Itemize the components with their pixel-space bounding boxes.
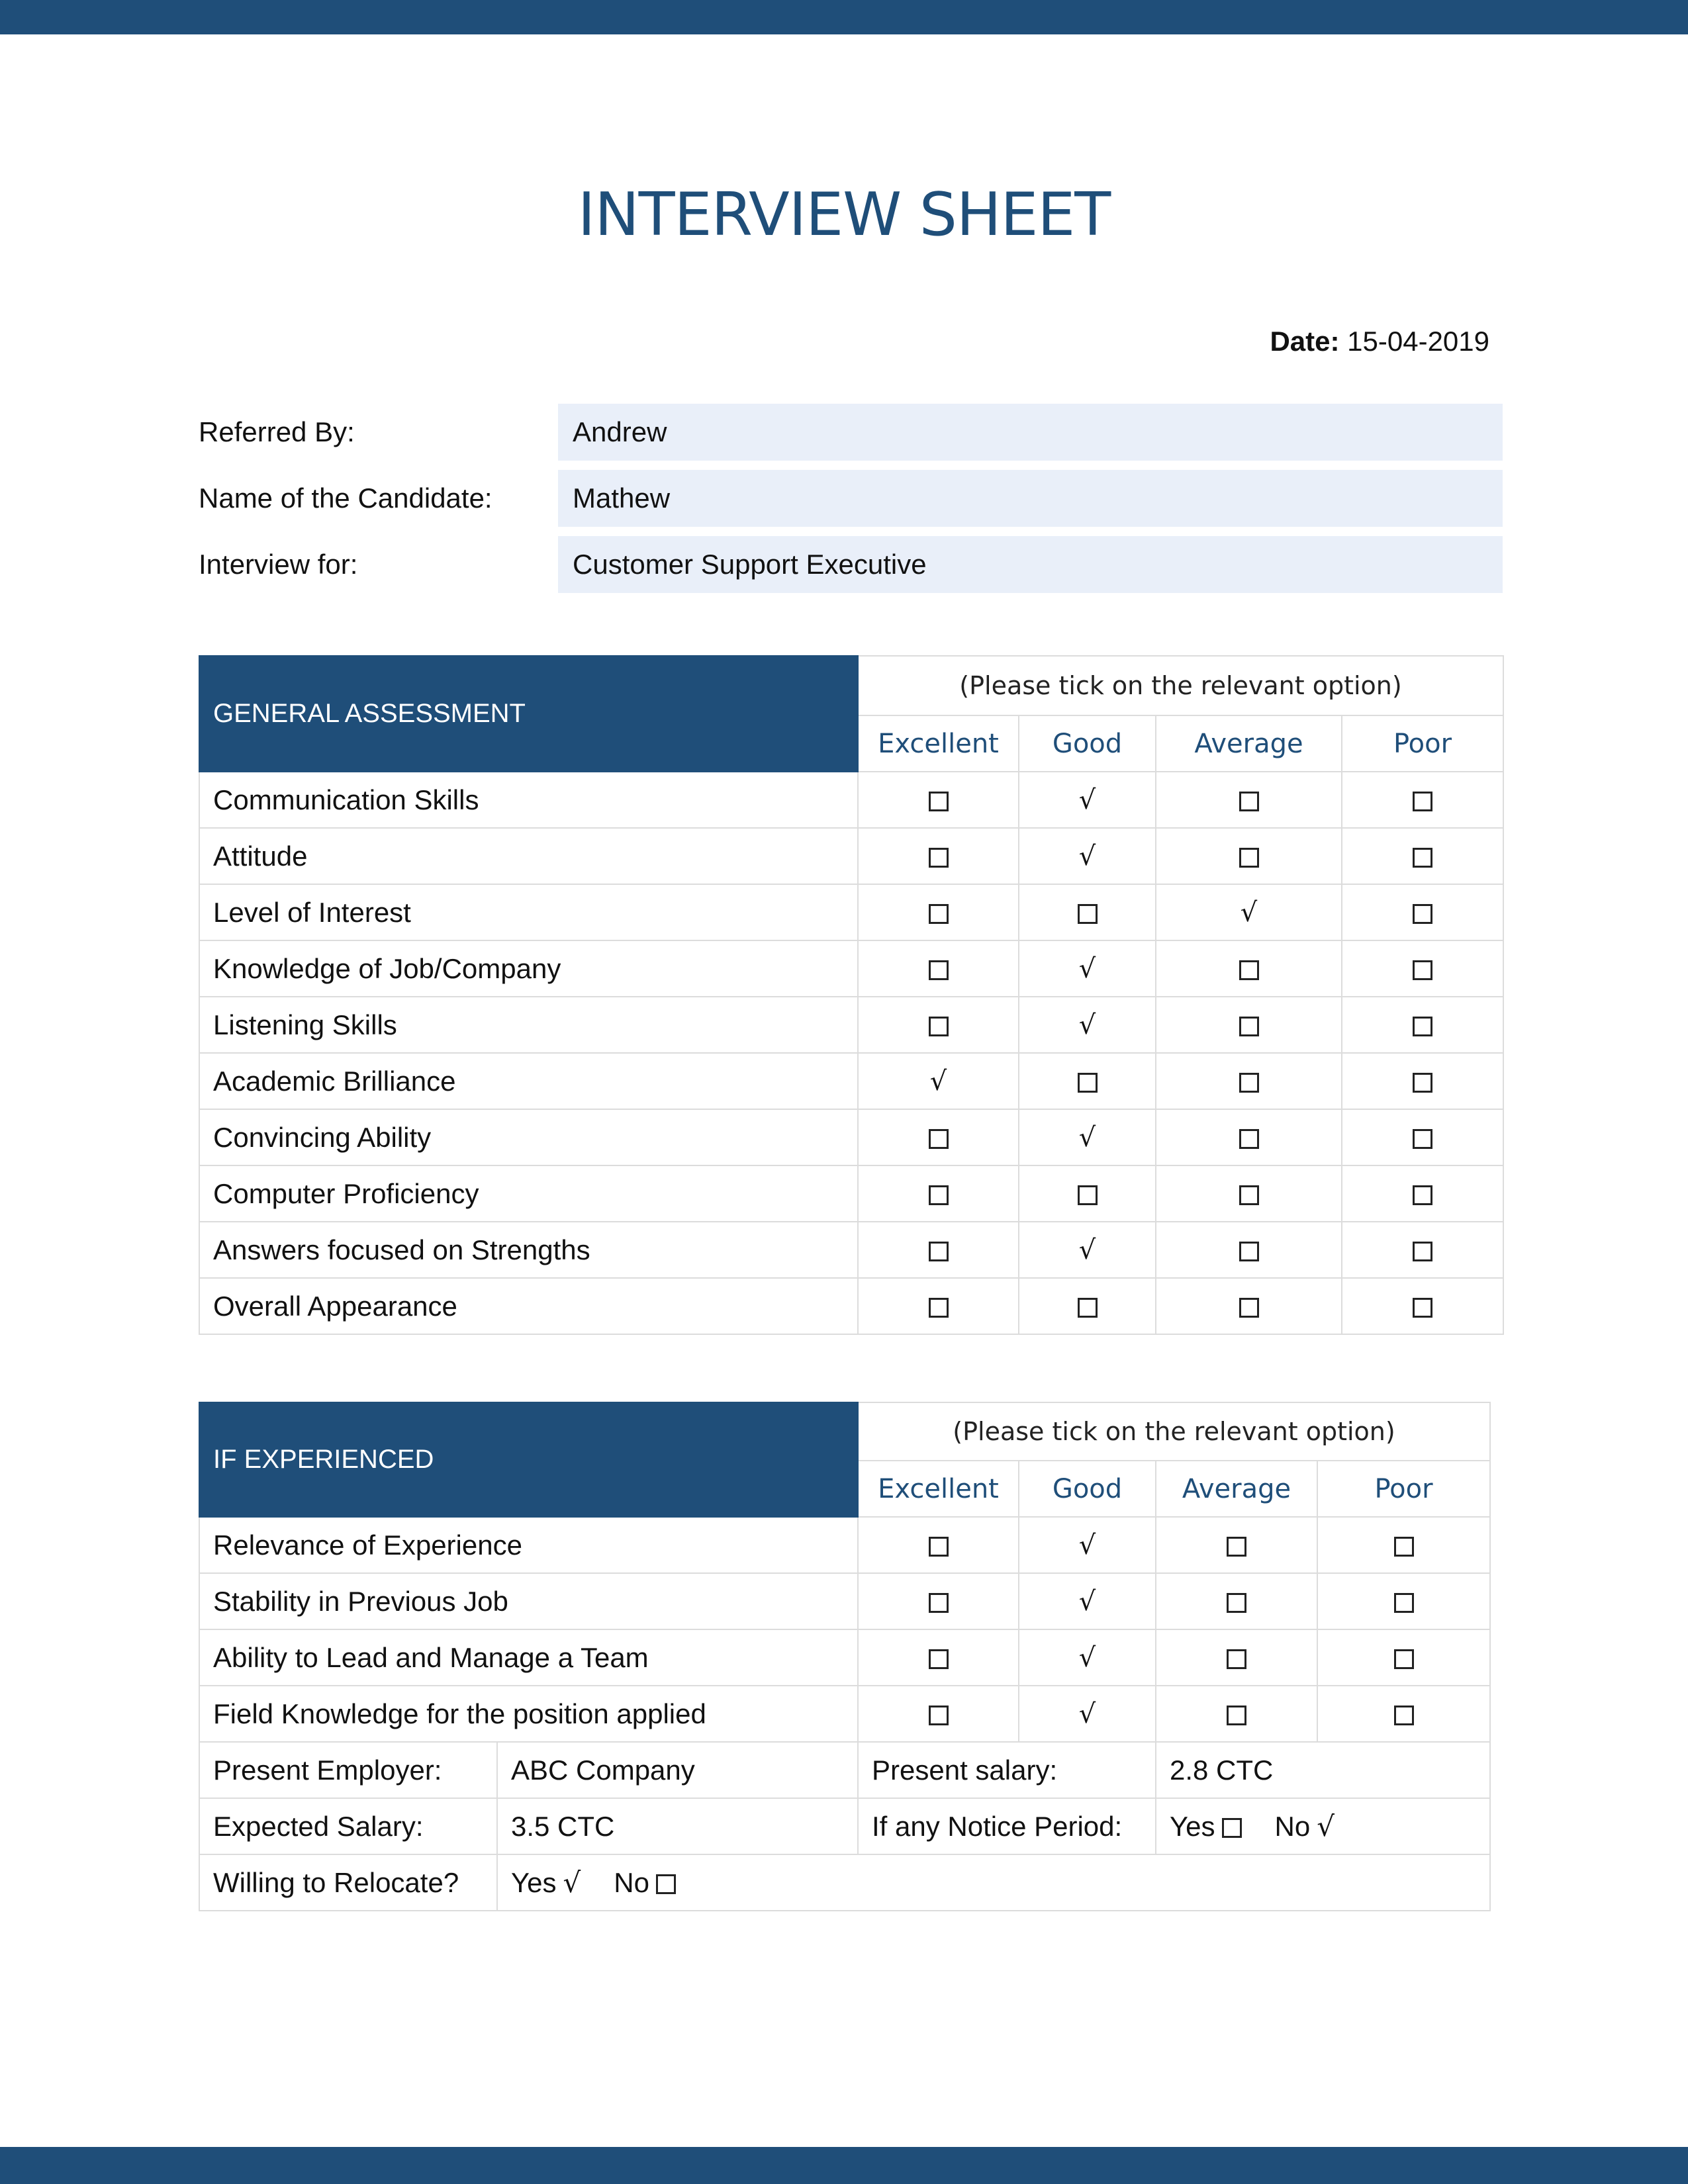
checkbox-empty-icon[interactable] bbox=[1239, 960, 1259, 980]
rating-cell[interactable] bbox=[858, 884, 1019, 940]
rating-cell[interactable] bbox=[1156, 1686, 1317, 1742]
table-row bbox=[199, 1278, 1503, 1334]
rating-cell[interactable] bbox=[1156, 997, 1342, 1053]
notice-period-options bbox=[1156, 1798, 1490, 1854]
rating-cell[interactable] bbox=[1156, 1222, 1342, 1278]
top-band bbox=[0, 0, 1688, 34]
tick-mark-icon[interactable]: √ bbox=[563, 1866, 581, 1899]
rating-cell[interactable] bbox=[1342, 1109, 1503, 1165]
rating-cell[interactable] bbox=[1156, 1629, 1317, 1686]
tick-instruction: (Please tick on the relevant option) bbox=[858, 656, 1503, 715]
checkbox-empty-icon[interactable] bbox=[1078, 1073, 1098, 1093]
checkbox-empty-icon[interactable] bbox=[929, 904, 949, 924]
criterion-label: Convincing Ability bbox=[199, 1109, 858, 1165]
table-row bbox=[199, 1798, 1490, 1854]
tick-mark-icon[interactable]: √ bbox=[1078, 1698, 1096, 1729]
col-poor: Poor bbox=[1342, 715, 1503, 772]
candidate-name-field[interactable]: Mathew bbox=[558, 470, 1503, 527]
table-row bbox=[199, 1165, 1503, 1222]
rating-cell[interactable] bbox=[1019, 1629, 1156, 1686]
checkbox-empty-icon[interactable] bbox=[1239, 792, 1259, 811]
rating-cell[interactable] bbox=[1019, 1517, 1156, 1573]
criterion-label: Computer Proficiency bbox=[199, 1165, 858, 1222]
present-salary-label: Present salary: bbox=[858, 1742, 1156, 1798]
table-row bbox=[199, 1686, 1490, 1742]
checkbox-empty-icon[interactable] bbox=[1413, 1185, 1432, 1205]
checkbox-empty-icon[interactable] bbox=[1413, 1242, 1432, 1261]
criterion-label: Academic Brilliance bbox=[199, 1053, 858, 1109]
rating-cell[interactable] bbox=[858, 772, 1019, 828]
present-salary-value[interactable]: 2.8 CTC bbox=[1156, 1742, 1490, 1798]
present-employer-label: Present Employer: bbox=[199, 1742, 497, 1798]
checkbox-empty-icon[interactable] bbox=[1413, 848, 1432, 868]
col-excellent: Excellent bbox=[858, 715, 1019, 772]
table-row bbox=[199, 1629, 1490, 1686]
checkbox-empty-icon[interactable] bbox=[1227, 1593, 1246, 1613]
rating-cell[interactable] bbox=[1019, 1222, 1156, 1278]
rating-cell[interactable] bbox=[1156, 1278, 1342, 1334]
table-row bbox=[199, 1222, 1503, 1278]
info-row-candidate bbox=[199, 470, 1503, 527]
tick-mark-icon[interactable]: √ bbox=[1078, 1234, 1096, 1265]
criterion-label: Level of Interest bbox=[199, 884, 858, 940]
checkbox-empty-icon[interactable] bbox=[1413, 1129, 1432, 1149]
rating-cell[interactable] bbox=[858, 1629, 1019, 1686]
rating-cell[interactable] bbox=[1317, 1573, 1490, 1629]
checkbox-empty-icon[interactable] bbox=[1413, 1298, 1432, 1318]
rating-cell[interactable] bbox=[1019, 1686, 1156, 1742]
checkbox-empty-icon[interactable] bbox=[1239, 848, 1259, 868]
rating-cell[interactable] bbox=[858, 1109, 1019, 1165]
checkbox-empty-icon[interactable] bbox=[1239, 1073, 1259, 1093]
col-good-2: Good bbox=[1019, 1461, 1156, 1517]
general-assessment-heading: GENERAL ASSESSMENT bbox=[199, 656, 858, 772]
rating-cell[interactable] bbox=[1019, 1053, 1156, 1109]
criterion-label: Attitude bbox=[199, 828, 858, 884]
rating-cell[interactable] bbox=[1156, 1165, 1342, 1222]
checkbox-empty-icon[interactable] bbox=[929, 1242, 949, 1261]
criterion-label: Field Knowledge for the position applied bbox=[199, 1686, 858, 1742]
criterion-label: Stability in Previous Job bbox=[199, 1573, 858, 1629]
experienced-heading: IF EXPERIENCED bbox=[199, 1402, 858, 1517]
rating-cell[interactable] bbox=[1156, 1517, 1317, 1573]
checkbox-empty-icon[interactable] bbox=[1239, 1017, 1259, 1036]
rating-cell[interactable] bbox=[1019, 1165, 1156, 1222]
tick-mark-icon[interactable]: √ bbox=[1078, 1642, 1096, 1673]
rating-cell[interactable] bbox=[1019, 1109, 1156, 1165]
checkbox-empty-icon[interactable] bbox=[1239, 1185, 1259, 1205]
rating-cell[interactable] bbox=[1317, 1517, 1490, 1573]
col-average-2: Average bbox=[1156, 1461, 1317, 1517]
checkbox-empty-icon[interactable] bbox=[929, 1017, 949, 1036]
candidate-name-label: Name of the Candidate: bbox=[199, 482, 492, 514]
rating-cell[interactable] bbox=[1156, 884, 1342, 940]
criterion-label: Overall Appearance bbox=[199, 1278, 858, 1334]
yes-option-label: Yes bbox=[1170, 1811, 1215, 1842]
rating-cell[interactable] bbox=[1019, 997, 1156, 1053]
table-row bbox=[199, 997, 1503, 1053]
rating-cell[interactable] bbox=[1342, 884, 1503, 940]
table-row bbox=[199, 828, 1503, 884]
rating-cell[interactable] bbox=[1019, 1278, 1156, 1334]
checkbox-empty-icon[interactable] bbox=[1227, 1649, 1246, 1669]
table-row bbox=[199, 1109, 1503, 1165]
expected-salary-label: Expected Salary: bbox=[199, 1798, 497, 1854]
checkbox-empty-icon[interactable] bbox=[929, 1649, 949, 1669]
col-excellent-2: Excellent bbox=[858, 1461, 1019, 1517]
page-title: INTERVIEW SHEET bbox=[577, 180, 1111, 250]
interview-for-field[interactable]: Customer Support Executive bbox=[558, 536, 1503, 593]
checkbox-empty-icon[interactable] bbox=[1394, 1649, 1414, 1669]
no-option-label: No bbox=[1274, 1811, 1311, 1842]
experienced-rows bbox=[199, 1517, 1490, 1742]
table-row bbox=[199, 1517, 1490, 1573]
tick-mark-icon[interactable]: √ bbox=[1078, 1009, 1096, 1040]
checkbox-empty-icon[interactable] bbox=[1394, 1706, 1414, 1725]
tick-mark-icon[interactable]: √ bbox=[1078, 953, 1096, 984]
tick-mark-icon[interactable]: √ bbox=[1078, 1529, 1096, 1561]
info-row-interview-for bbox=[199, 536, 1503, 593]
general-assessment-table bbox=[199, 655, 1504, 1335]
checkbox-empty-icon[interactable] bbox=[1239, 1242, 1259, 1261]
checkbox-empty-icon[interactable] bbox=[1227, 1537, 1246, 1557]
table-row bbox=[199, 1573, 1490, 1629]
checkbox-empty-icon[interactable] bbox=[1078, 1185, 1098, 1205]
rating-cell[interactable] bbox=[858, 1573, 1019, 1629]
rating-cell[interactable] bbox=[1156, 1053, 1342, 1109]
rating-cell[interactable] bbox=[858, 1686, 1019, 1742]
referred-by-field[interactable]: Andrew bbox=[558, 404, 1503, 461]
date-label: Date: bbox=[1270, 326, 1340, 357]
checkbox-empty-icon[interactable] bbox=[1413, 960, 1432, 980]
no-option-label: No bbox=[614, 1867, 649, 1898]
tick-mark-icon[interactable]: √ bbox=[1317, 1810, 1335, 1843]
checkbox-empty-icon[interactable] bbox=[1394, 1593, 1414, 1613]
table-row bbox=[199, 772, 1503, 828]
rating-cell[interactable] bbox=[1019, 884, 1156, 940]
rating-cell[interactable] bbox=[1019, 1573, 1156, 1629]
expected-salary-value[interactable]: 3.5 CTC bbox=[497, 1798, 858, 1854]
rating-cell[interactable] bbox=[1156, 772, 1342, 828]
col-poor-2: Poor bbox=[1317, 1461, 1490, 1517]
checkbox-empty-icon[interactable] bbox=[1413, 1073, 1432, 1093]
checkbox-empty-icon[interactable] bbox=[1413, 904, 1432, 924]
rating-cell[interactable] bbox=[858, 997, 1019, 1053]
rating-cell[interactable] bbox=[858, 1517, 1019, 1573]
col-good: Good bbox=[1019, 715, 1156, 772]
rating-cell[interactable] bbox=[1342, 1222, 1503, 1278]
criterion-label: Listening Skills bbox=[199, 997, 858, 1053]
checkbox-empty-icon[interactable] bbox=[1394, 1537, 1414, 1557]
checkbox-empty-icon[interactable] bbox=[929, 848, 949, 868]
table-row bbox=[199, 1742, 1490, 1798]
date-value: 15-04-2019 bbox=[1347, 326, 1489, 357]
referred-by-label: Referred By: bbox=[199, 416, 355, 447]
checkbox-empty-icon[interactable] bbox=[1239, 1298, 1259, 1318]
rating-cell[interactable] bbox=[1342, 940, 1503, 997]
general-assessment-rows bbox=[199, 772, 1503, 1334]
col-average: Average bbox=[1156, 715, 1342, 772]
notice-period-label: If any Notice Period: bbox=[858, 1798, 1156, 1854]
checkbox-empty-icon[interactable] bbox=[929, 960, 949, 980]
rating-cell[interactable] bbox=[858, 1222, 1019, 1278]
rating-cell[interactable] bbox=[858, 1278, 1019, 1334]
tick-mark-icon[interactable]: √ bbox=[1078, 784, 1096, 815]
present-employer-value[interactable]: ABC Company bbox=[497, 1742, 858, 1798]
info-row-referred-by bbox=[199, 404, 1503, 461]
rating-cell[interactable] bbox=[858, 828, 1019, 884]
criterion-label: Ability to Lead and Manage a Team bbox=[199, 1629, 858, 1686]
tick-mark-icon[interactable]: √ bbox=[1078, 841, 1096, 872]
rating-cell[interactable] bbox=[1317, 1629, 1490, 1686]
rating-cell[interactable] bbox=[1342, 1278, 1503, 1334]
rating-cell[interactable] bbox=[1156, 1573, 1317, 1629]
criterion-label: Relevance of Experience bbox=[199, 1517, 858, 1573]
checkbox-empty-icon[interactable] bbox=[1413, 792, 1432, 811]
rating-cell[interactable] bbox=[858, 1053, 1019, 1109]
rating-cell[interactable] bbox=[1019, 940, 1156, 997]
checkbox-empty-icon[interactable] bbox=[1413, 1017, 1432, 1036]
rating-cell[interactable] bbox=[858, 1165, 1019, 1222]
tick-mark-icon[interactable]: √ bbox=[1240, 897, 1258, 928]
relocate-options bbox=[497, 1854, 1490, 1911]
tick-mark-icon[interactable]: √ bbox=[1078, 1122, 1096, 1153]
checkbox-empty-icon[interactable] bbox=[1078, 904, 1098, 924]
relocate-label: Willing to Relocate? bbox=[199, 1854, 497, 1911]
table-row bbox=[199, 1854, 1490, 1911]
experienced-table bbox=[199, 1402, 1491, 1911]
checkbox-empty-icon[interactable] bbox=[1227, 1706, 1246, 1725]
tick-mark-icon[interactable]: √ bbox=[1078, 1586, 1096, 1617]
table-row bbox=[199, 884, 1503, 940]
rating-cell[interactable] bbox=[858, 940, 1019, 997]
yes-option-label: Yes bbox=[511, 1867, 557, 1898]
checkbox-empty-icon[interactable] bbox=[656, 1874, 676, 1894]
checkbox-empty-icon[interactable] bbox=[929, 1593, 949, 1613]
rating-cell[interactable] bbox=[1019, 772, 1156, 828]
criterion-label: Communication Skills bbox=[199, 772, 858, 828]
checkbox-empty-icon[interactable] bbox=[929, 1298, 949, 1318]
date-line bbox=[1270, 323, 1489, 360]
tick-mark-icon[interactable]: √ bbox=[929, 1066, 947, 1097]
checkbox-empty-icon[interactable] bbox=[1078, 1298, 1098, 1318]
rating-cell[interactable] bbox=[1317, 1686, 1490, 1742]
rating-cell[interactable] bbox=[1342, 997, 1503, 1053]
rating-cell[interactable] bbox=[1342, 772, 1503, 828]
checkbox-empty-icon[interactable] bbox=[929, 1185, 949, 1205]
rating-cell[interactable] bbox=[1156, 1109, 1342, 1165]
table-row bbox=[199, 1053, 1503, 1109]
rating-cell[interactable] bbox=[1156, 940, 1342, 997]
criterion-label: Answers focused on Strengths bbox=[199, 1222, 858, 1278]
checkbox-empty-icon[interactable] bbox=[1239, 1129, 1259, 1149]
rating-cell[interactable] bbox=[1342, 1165, 1503, 1222]
interview-for-label: Interview for: bbox=[199, 549, 358, 580]
bottom-band bbox=[0, 2147, 1688, 2184]
rating-cell[interactable] bbox=[1342, 828, 1503, 884]
rating-cell[interactable] bbox=[1156, 828, 1342, 884]
checkbox-empty-icon[interactable] bbox=[929, 1129, 949, 1149]
rating-cell[interactable] bbox=[1342, 1053, 1503, 1109]
criterion-label: Knowledge of Job/Company bbox=[199, 940, 858, 997]
checkbox-empty-icon[interactable] bbox=[929, 1706, 949, 1725]
table-row bbox=[199, 940, 1503, 997]
checkbox-empty-icon[interactable] bbox=[1222, 1818, 1242, 1838]
checkbox-empty-icon[interactable] bbox=[929, 1537, 949, 1557]
tick-instruction-2: (Please tick on the relevant option) bbox=[858, 1402, 1490, 1461]
rating-cell[interactable] bbox=[1019, 828, 1156, 884]
checkbox-empty-icon[interactable] bbox=[929, 792, 949, 811]
